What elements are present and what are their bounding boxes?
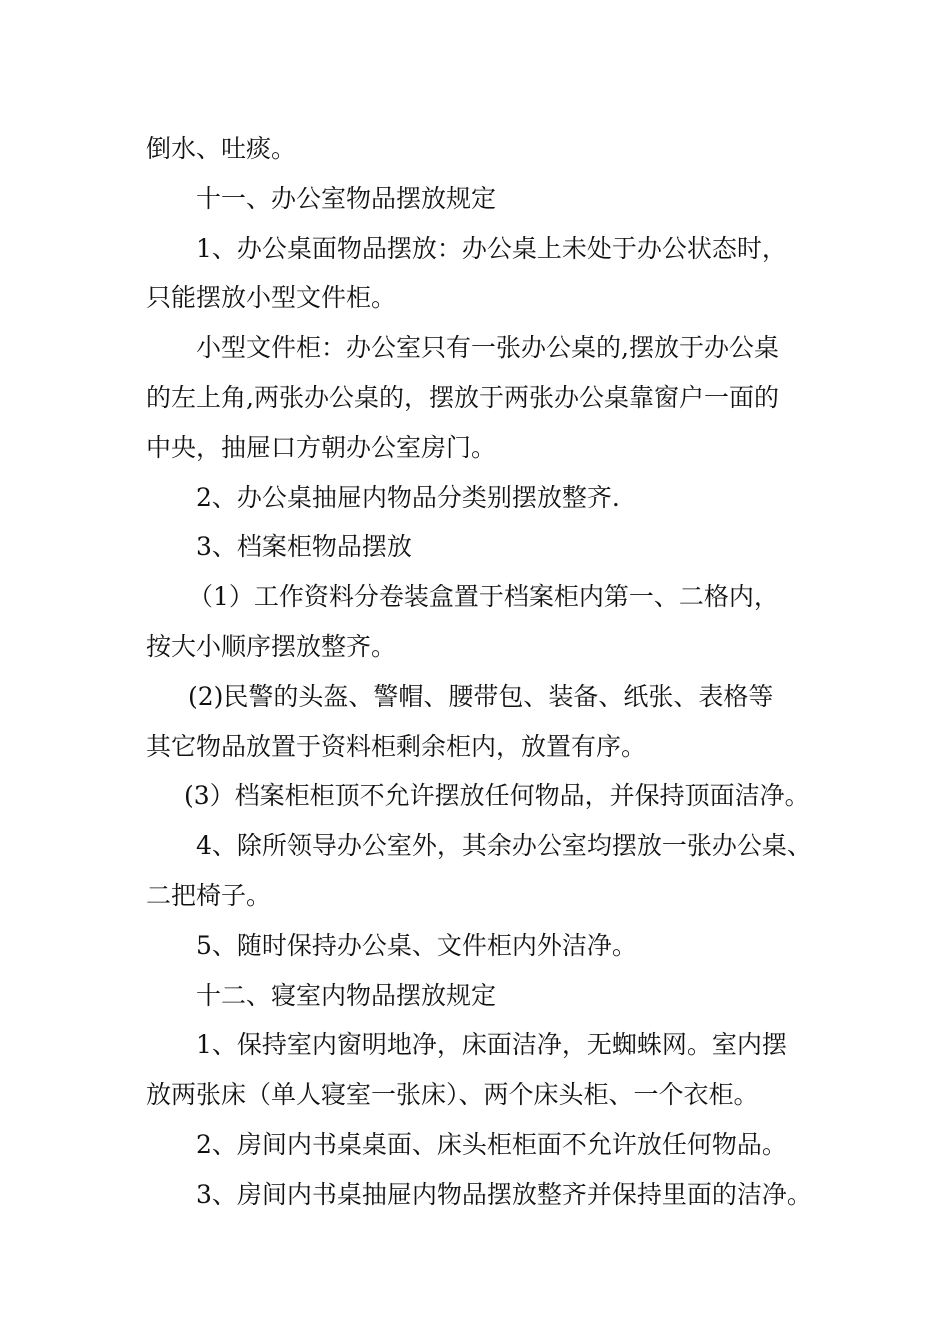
section-heading: 十二、寝室内物品摆放规定 bbox=[196, 980, 497, 1010]
text-line: 二把椅子。 bbox=[146, 880, 272, 910]
text-line: 3、房间内书桌抽屉内物品摆放整齐并保持里面的洁净。 bbox=[196, 1179, 812, 1209]
text-line: 1、保持室内窗明地净，床面洁净，无蜘蛛网。室内摆 bbox=[196, 1030, 787, 1060]
text-line: 放两张床（单人寝室一张床）、两个床头柜、一个衣柜。 bbox=[146, 1080, 759, 1110]
text-line: 2、办公桌抽屉内物品分类别摆放整齐. bbox=[196, 482, 620, 512]
text-line: 倒水、吐痰。 bbox=[146, 134, 297, 163]
text-line: 5、随时保持办公桌、文件柜内外洁净。 bbox=[196, 930, 637, 960]
text-line: 只能摆放小型文件柜。 bbox=[146, 283, 397, 313]
text-line: 3、档案柜物品摆放 bbox=[196, 532, 412, 562]
text-line: (3）档案柜柜顶不允许摆放任何物品，并保持顶面洁净。 bbox=[184, 781, 810, 811]
text-line: 小型文件柜：办公室只有一张办公桌的,摆放于办公桌 bbox=[196, 333, 779, 363]
text-line: (2)民警的头盔、警帽、腰带包、装备、纸张、表格等 bbox=[188, 681, 774, 711]
text-line: 按大小顺序摆放整齐。 bbox=[146, 631, 397, 661]
text-line: 1、办公桌面物品摆放：办公桌上未处于办公状态时， bbox=[196, 233, 787, 263]
text-line: 其它物品放置于资料柜剩余柜内，放置有序。 bbox=[146, 731, 647, 761]
text-line: 中央，抽屉口方朝办公室房门。 bbox=[146, 432, 497, 462]
text-line: 的左上角,两张办公桌的，摆放于两张办公桌靠窗户一面的 bbox=[146, 382, 779, 412]
text-line: 2、房间内书桌桌面、床头柜柜面不允许放任何物品。 bbox=[196, 1129, 787, 1159]
text-line: （1）工作资料分卷装盒置于档案柜内第一、二格内， bbox=[188, 582, 779, 612]
section-heading: 十一、办公室物品摆放规定 bbox=[196, 183, 497, 213]
text-line: 4、除所领导办公室外，其余办公室均摆放一张办公桌、 bbox=[196, 831, 812, 861]
document-body bbox=[146, 124, 826, 1220]
